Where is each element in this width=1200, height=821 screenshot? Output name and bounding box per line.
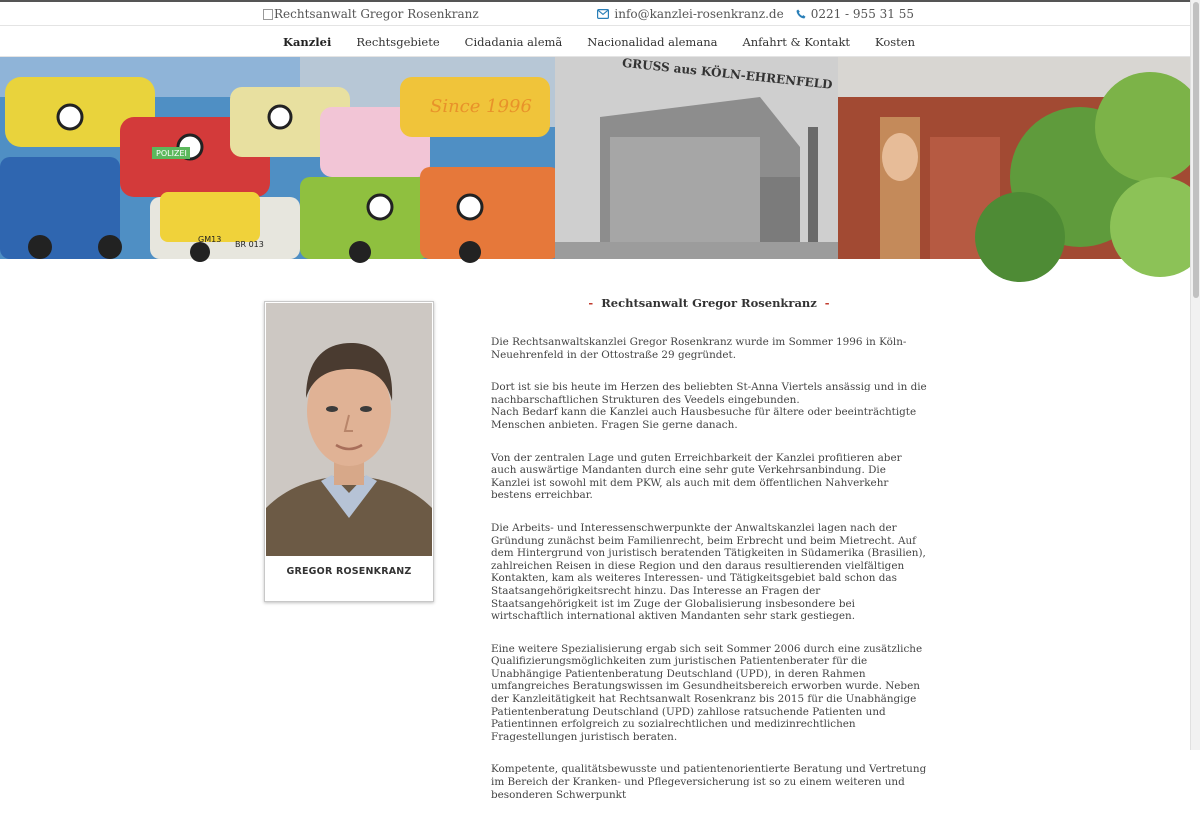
envelope-icon bbox=[597, 9, 609, 19]
banner-text-polizei: POLIZEI bbox=[156, 149, 187, 158]
top-bar bbox=[0, 0, 1190, 26]
profile-photo bbox=[266, 303, 432, 556]
broken-image-icon bbox=[263, 9, 273, 20]
paragraph-specialisation: Eine weitere Spezialisierung ergab sich seit Sommer 2006 durch eine zusätzliche Qualifizierungsmöglichkeiten zum juristischen Patientenberater für die Unabhängige Patientenberatung Deutschland (UPD), in deren Rahmen umfangreiches Beratungswissen im Gesundheitsbereich erworben wurde. Neben der Kanzleitätigkeit hat Rechtsanwalt Rosenkranz bis 2015 für die Unabhängige Patientenberatung Deutschland (UPD) zahllose ratsuchende Patienten und Patientinnen erfolgreich zu sozialrechtlichen und medizinrechtlichen Fragestellungen juristisch beraten. bbox=[491, 642, 923, 743]
banner-text-br013: BR 013 bbox=[235, 240, 264, 249]
paragraph-founding: Die Rechtsanwaltskanzlei Gregor Rosenkranz wurde im Sommer 1996 in Köln-Neuehrenfeld in der Ottostraße 29 gegründet. bbox=[491, 336, 907, 361]
nav-item-anfahrt-kontakt[interactable]: Anfahrt & Kontakt bbox=[742, 35, 851, 49]
phone-icon bbox=[796, 9, 806, 19]
page-scrollbar[interactable] bbox=[1190, 0, 1200, 750]
site-logo[interactable] bbox=[263, 7, 479, 21]
nav-item-kosten[interactable]: Kosten bbox=[875, 35, 915, 49]
banner-text-gruss: GRUSS aus KÖLN-EHRENFELD bbox=[621, 55, 834, 92]
nav-item-kanzlei[interactable]: Kanzlei bbox=[282, 35, 332, 49]
paragraph-house-visits: Nach Bedarf kann die Kanzlei auch Hausbesuche für ältere oder beeinträchtigte Menschen anbieten. Fragen Sie gerne danach. bbox=[491, 406, 917, 431]
main-nav bbox=[0, 26, 1190, 57]
nav-item-nacionalidad[interactable]: Nacionalidad alemana bbox=[587, 35, 718, 49]
email-address: info@kanzlei-rosenkranz.de bbox=[614, 7, 784, 21]
title-dash-right: - bbox=[824, 296, 830, 310]
profile-name: GREGOR ROSENKRANZ bbox=[286, 566, 412, 577]
contact-info bbox=[597, 7, 914, 21]
logo-alt-text: Rechtsanwalt Gregor Rosenkranz bbox=[274, 7, 479, 21]
profile-card bbox=[264, 301, 434, 602]
main-content bbox=[491, 296, 927, 821]
header-banner-image bbox=[0, 57, 1190, 259]
page-title-text: Rechtsanwalt Gregor Rosenkranz bbox=[601, 296, 817, 310]
email-link[interactable] bbox=[597, 7, 783, 21]
portrait-image bbox=[266, 303, 432, 556]
banner-text-gm13: GM13 bbox=[198, 235, 222, 244]
nav-item-cidadania[interactable]: Cidadania alemã bbox=[464, 35, 563, 49]
phone-number: 0221 - 955 31 55 bbox=[810, 7, 914, 21]
paragraph-patient-advice: Kompetente, qualitätsbewusste und patientenorientierte Beratung und Vertretung im Bereich der Kranken- und Pflegeversicherung ist so zu einem weiteren und besonderen Schwerpunkt bbox=[491, 763, 927, 801]
banner-text-since: Since 1996 bbox=[430, 96, 532, 117]
title-dash-left: - bbox=[588, 296, 594, 310]
page-title bbox=[491, 296, 927, 310]
paragraph-accessibility: Von der zentralen Lage und guten Erreichbarkeit der Kanzlei profitieren aber auch auswärtige Mandanten durch eine sehr gute Verkehrsanbindung. Die Kanzlei ist sowohl mit dem PKW, als auch mit dem öffentlichen Nahverkehr bestens erreichbar. bbox=[491, 451, 902, 502]
scrollbar-thumb[interactable] bbox=[1193, 2, 1199, 298]
nav-item-rechtsgebiete[interactable]: Rechtsgebiete bbox=[356, 35, 440, 49]
paragraph-focus-areas: Die Arbeits- und Interessenschwerpunkte der Anwaltskanzlei lagen nach der Gründung zunächst beim Familienrecht, beim Erbrecht und beim Mietrecht. Auf dem Hintergrund von juristisch beratenden Tätigkeiten in Südamerika (Brasilien), zahlreichen Reisen in diese Region und den daraus resultierenden vielfältigen Kontakten, kam als weiteres Interessen- und Tätigkeitsgebiet bald schon das Staatsangehörigkeitsrecht hinzu. Das Interesse an Fragen der Staatsangehörigkeit ist im Zuge der Globalisierung insbesondere bei wirtschaftlich international aktiven Mandanten sehr stark gestiegen. bbox=[491, 521, 926, 623]
street-art-banner bbox=[0, 57, 1190, 259]
phone-link[interactable] bbox=[796, 7, 914, 21]
paragraph-location: Dort ist sie bis heute im Herzen des beliebten St-Anna Viertels ansässig und in die nachbarschaftlichen Strukturen des Veedels eingebunden. bbox=[491, 381, 927, 406]
